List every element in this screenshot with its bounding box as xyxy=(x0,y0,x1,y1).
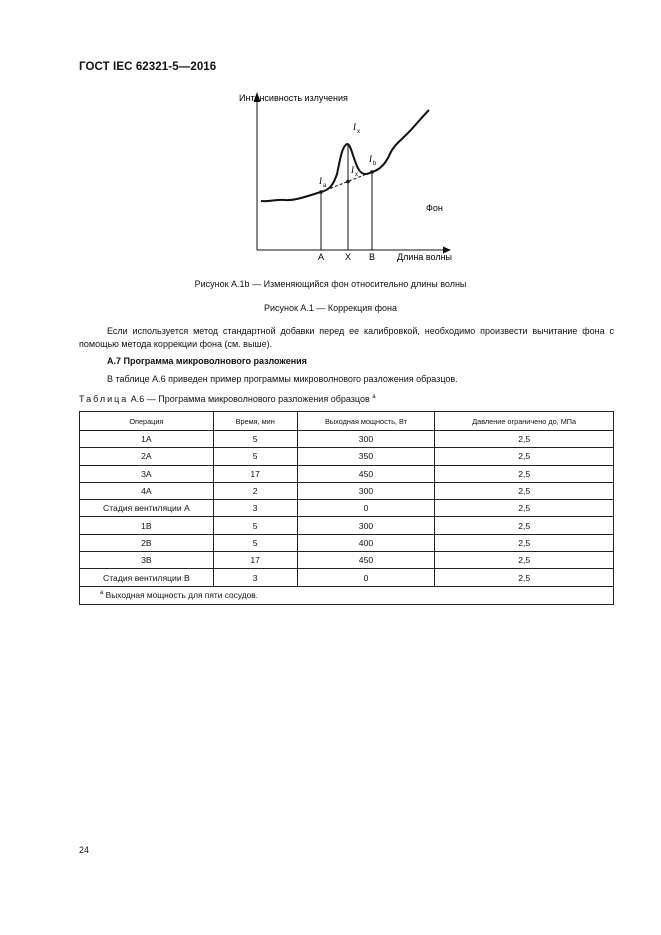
cell-power: 0 xyxy=(297,569,435,586)
label-ib-sub: b xyxy=(373,161,377,167)
cell-power: 300 xyxy=(297,517,435,534)
cell-operation: Стадия вентиляции В xyxy=(80,569,214,586)
cell-pressure: 2,5 xyxy=(435,517,614,534)
table-row xyxy=(80,552,614,569)
label-ix-base: I xyxy=(351,165,354,175)
point-ib xyxy=(370,170,374,174)
label-ix-base-sub: x xyxy=(355,172,358,178)
cell-time: 2 xyxy=(213,482,297,499)
table-caption-footnote-mark: a xyxy=(372,394,376,400)
cell-power: 400 xyxy=(297,534,435,551)
table-row xyxy=(80,534,614,551)
footnote-text: Выходная мощность для пяти сосудов. xyxy=(103,590,259,601)
cell-time: 3 xyxy=(213,500,297,517)
point-ix-base xyxy=(346,180,350,184)
table-row xyxy=(80,500,614,517)
footnote-mark: a xyxy=(100,590,104,597)
cell-operation: Стадия вентиляции А xyxy=(80,500,214,517)
cell-time: 5 xyxy=(213,534,297,551)
label-ia: I xyxy=(319,176,322,186)
cell-power: 300 xyxy=(297,431,435,448)
cell-operation: 4А xyxy=(80,482,214,499)
cell-pressure: 2,5 xyxy=(435,431,614,448)
paragraph-standard-addition: Если используется метод стандартной добавки перед ее калибровкой, необходимо произвести вычитание фона с помощью метода коррекции фона (см. выше). xyxy=(79,326,614,349)
background-label: Фон xyxy=(426,203,443,213)
digestion-program-table xyxy=(79,411,614,605)
cell-operation: 1В xyxy=(80,517,214,534)
tick-a: A xyxy=(318,252,325,262)
y-axis-label: Интенсивность излучения xyxy=(239,93,348,103)
table-caption xyxy=(79,394,376,404)
table-row xyxy=(80,569,614,586)
cell-power: 350 xyxy=(297,448,435,465)
header-pressure: Давление ограничено до, МПа xyxy=(435,412,614,431)
cell-pressure: 2,5 xyxy=(435,448,614,465)
cell-time: 17 xyxy=(213,465,297,482)
table-row xyxy=(80,448,614,465)
table-footnote xyxy=(80,586,614,604)
cell-pressure: 2,5 xyxy=(435,482,614,499)
document-header: ГОСТ IEC 62321-5—2016 xyxy=(79,61,217,73)
label-ib: I xyxy=(369,154,372,164)
table-row xyxy=(80,465,614,482)
point-ia xyxy=(319,190,323,194)
figure-main-caption: Рисунок А.1 — Коррекция фона xyxy=(263,303,398,313)
cell-operation: 2В xyxy=(80,534,214,551)
cell-operation: 2А xyxy=(80,448,214,465)
section-heading: А.7 Программа микроволнового разложения xyxy=(107,356,307,366)
header-power: Выходная мощность, Вт xyxy=(297,412,435,431)
figure-b-caption: Рисунок А.1b — Изменяющийся фон относительно длины волны xyxy=(194,279,467,289)
page-number: 24 xyxy=(79,845,90,855)
cell-pressure: 2,5 xyxy=(435,500,614,517)
cell-pressure: 2,5 xyxy=(435,552,614,569)
table-caption-text: А.6 — Программа микроволнового разложения образцов xyxy=(128,394,373,404)
header-time: Время, мин xyxy=(213,412,297,431)
figure-svg xyxy=(225,88,465,268)
cell-power: 450 xyxy=(297,465,435,482)
cell-pressure: 2,5 xyxy=(435,534,614,551)
table-row xyxy=(80,482,614,499)
table-footnote-row xyxy=(80,586,614,604)
cell-time: 3 xyxy=(213,569,297,586)
tick-b: B xyxy=(369,252,376,262)
table-caption-label: Таблица xyxy=(79,394,129,404)
cell-pressure: 2,5 xyxy=(435,465,614,482)
spectrum-curve xyxy=(261,110,429,201)
header-operation: Операция xyxy=(80,412,214,431)
table-header-row xyxy=(80,412,614,431)
label-ia-sub: a xyxy=(323,183,327,189)
cell-power: 0 xyxy=(297,500,435,517)
label-ix-peak-sub: x xyxy=(357,129,360,135)
table-row xyxy=(80,517,614,534)
cell-operation: 3В xyxy=(80,552,214,569)
paragraph-table-intro: В таблице А.6 приведен пример программы микроволнового разложения образцов. xyxy=(107,374,458,384)
tick-x: X xyxy=(345,252,352,262)
cell-power: 300 xyxy=(297,482,435,499)
cell-pressure: 2,5 xyxy=(435,569,614,586)
cell-time: 5 xyxy=(213,448,297,465)
cell-power: 450 xyxy=(297,552,435,569)
cell-time: 5 xyxy=(213,517,297,534)
cell-time: 5 xyxy=(213,431,297,448)
x-axis-label: Длина волны xyxy=(397,252,453,262)
cell-time: 17 xyxy=(213,552,297,569)
cell-operation: 1А xyxy=(80,431,214,448)
label-ix-peak: I xyxy=(353,122,356,132)
table-row xyxy=(80,431,614,448)
background-correction-figure xyxy=(225,88,465,268)
cell-operation: 3А xyxy=(80,465,214,482)
